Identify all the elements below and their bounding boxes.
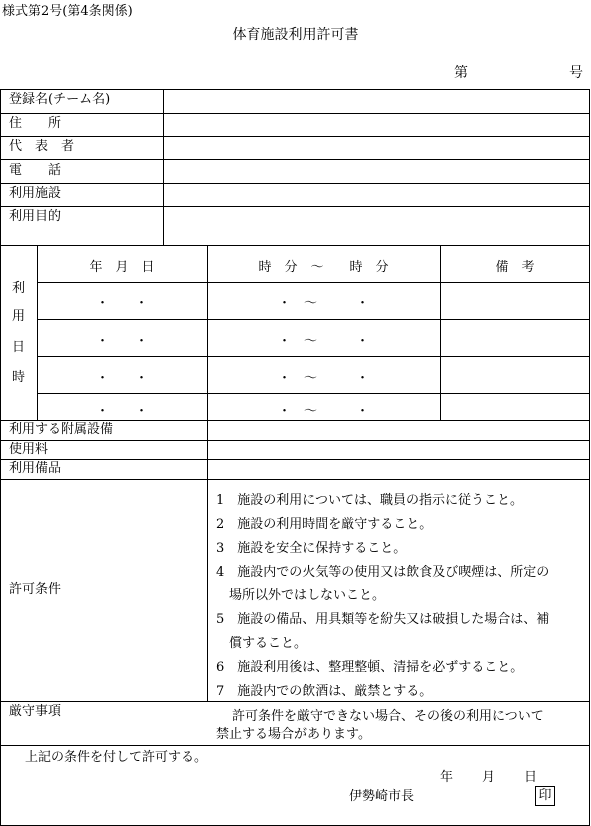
permit-statement: 上記の条件を付して許可する。 — [25, 750, 208, 765]
usage-side-char-2: 用 — [12, 309, 26, 324]
condition-line: 7 施設内での飲酒は、厳禁とする。 — [216, 684, 433, 699]
divider — [0, 183, 590, 184]
divider — [0, 479, 590, 480]
usage-side-char-3: 日 — [12, 340, 26, 355]
divider — [0, 745, 590, 746]
divider — [37, 393, 590, 394]
condition-line: 場所以外ではしないこと。 — [216, 588, 386, 603]
usage-time-cell: ・ 〜 ・ — [277, 296, 369, 311]
usage-time-cell: ・ 〜 ・ — [277, 371, 369, 386]
divider — [0, 245, 590, 246]
usage-date-cell: ・ ・ — [95, 334, 148, 349]
divider — [207, 245, 208, 701]
label-conditions: 許可条件 — [9, 582, 62, 597]
label-phone: 電 話 — [9, 163, 62, 178]
label-representative: 代 表 者 — [9, 139, 75, 154]
label-compliance: 厳守事項 — [9, 704, 62, 719]
divider — [0, 440, 590, 441]
header-time: 時 分 〜 時 分 — [258, 260, 389, 275]
divider — [0, 206, 590, 207]
header-date: 年 月 日 — [89, 260, 155, 275]
header-notes: 備 考 — [495, 260, 535, 275]
date-day: 日 — [524, 770, 538, 785]
condition-line: 3 施設を安全に保持すること。 — [216, 541, 407, 556]
page-title: 体育施設利用許可書 — [232, 27, 359, 43]
doc-number-dai: 第 — [454, 65, 468, 81]
condition-line: 償すること。 — [216, 636, 308, 651]
date-month: 月 — [482, 770, 496, 785]
label-facility: 利用施設 — [9, 186, 62, 201]
usage-date-cell: ・ ・ — [95, 371, 148, 386]
label-fee: 使用料 — [9, 442, 49, 457]
condition-line: 4 施設内での火気等の使用又は飲食及び喫煙は、所定の — [216, 565, 550, 580]
date-year: 年 — [440, 770, 454, 785]
label-address: 住 所 — [9, 116, 62, 131]
compliance-text: 許可条件を厳守できない場合、その後の利用について — [232, 709, 544, 724]
compliance-text: 禁止する場合があります。 — [216, 727, 371, 742]
condition-line: 2 施設の利用時間を厳守すること。 — [216, 517, 433, 532]
issuer-name: 伊勢崎市長 — [349, 789, 415, 804]
usage-date-cell: ・ ・ — [95, 296, 148, 311]
usage-time-cell: ・ 〜 ・ — [277, 404, 369, 419]
label-equipment: 利用する附属設備 — [9, 422, 114, 437]
divider — [0, 459, 590, 460]
usage-time-cell: ・ 〜 ・ — [277, 334, 369, 349]
divider — [0, 701, 590, 702]
label-team-name: 登録名(チーム名) — [9, 92, 111, 107]
condition-line: 6 施設利用後は、整理整頓、清掃を必ずすること。 — [216, 660, 524, 675]
label-purpose: 利用目的 — [9, 209, 62, 224]
seal-mark: 印 — [535, 786, 555, 806]
divider — [37, 356, 590, 357]
condition-line: 5 施設の備品、用具類等を紛失又は破損した場合は、補 — [216, 612, 550, 627]
divider — [163, 89, 164, 245]
divider — [0, 136, 590, 137]
condition-line: 1 施設の利用については、職員の指示に従うこと。 — [216, 493, 524, 508]
usage-side-char-1: 利 — [12, 281, 26, 296]
form-number: 様式第2号(第4条関係) — [2, 4, 133, 19]
usage-side-char-4: 時 — [12, 370, 26, 385]
divider — [0, 113, 590, 114]
divider — [0, 159, 590, 160]
usage-date-cell: ・ ・ — [95, 404, 148, 419]
doc-number-go: 号 — [569, 65, 583, 81]
divider — [37, 319, 590, 320]
label-supplies: 利用備品 — [9, 461, 62, 476]
divider — [0, 420, 590, 421]
divider — [37, 282, 590, 283]
